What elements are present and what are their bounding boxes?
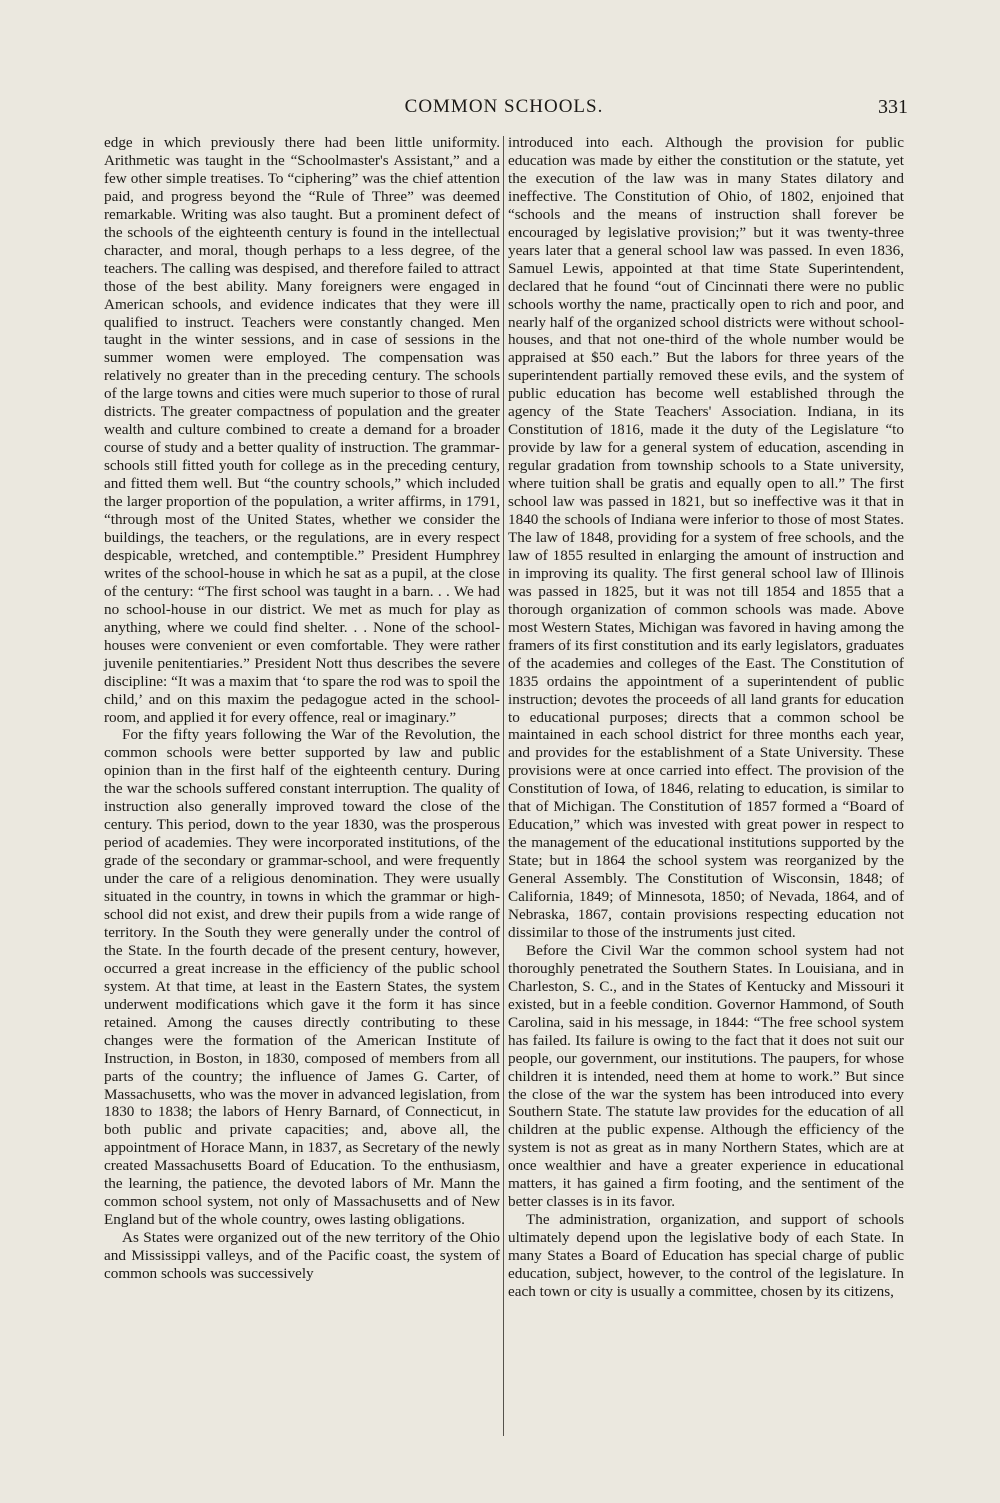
- left-paragraph-3: As States were organized out of the new territory of the Ohio and Mississippi valleys, and of the Pacific coast, the system of common schools was successively: [104, 1229, 500, 1283]
- running-head: COMMON SCHOOLS.: [404, 96, 604, 117]
- right-paragraph-1: introduced into each. Although the provision for public education was made by either the constitution or the statute, yet the execution of the law was in many States dilatory and ineffective. The Constitution of Ohio, of 1802, enjoined that “schools and the means of instruction shall forever be encouraged by legislative provision;” but it was twenty-three years later that a general school law was passed. In even 1836, Samuel Lewis, appointed at that time State Superintendent, declared that he found “out of Cincinnati there were no public schools worthy the name, practically open to rich and poor, and nearly half of the organized school districts were without school-houses, and that not one-third of the whole number would be appraised at $50 each.” But the labors for three years of the superintendent partially removed these evils, and the system of public education has become well established through the agency of the State Teachers' Association. Indiana, in its Constitution of 1816, made it the duty of the Legislature “to provide by law for a general system of education, ascending in regular gradation from township schools to a State university, where tuition shall be gratis and equally open to all.” The first school law was passed in 1821, but so ineffective was it that in 1840 the schools of Indiana were inferior to those of most States. The law of 1848, providing for a system of free schools, and the law of 1855 resulted in enlarging the amount of instruction and in improving its quality. The first general school law of Illinois was passed in 1825, but it was not till 1854 and 1855 that a thorough organization of common schools was made. Above most Western States, Michigan was favored in having among the framers of its first constitution and its early legislators, graduates of the academies and colleges of the East. The Constitution of 1835 ordains the appointment of a superintendent of public instruction; devotes the proceeds of all land grants for education to educational purposes; directs that a common school be maintained in each school district for three months each year, and provides for the establishment of a State University. These provisions were at once carried into effect. The provision of the Constitution of Iowa, of 1846, relating to education, is similar to that of Michigan. The Constitution of 1857 formed a “Board of Education,” which was invested with great power in respect to the management of the educational institutions supported by the State; but in 1864 the school system was reorganized by the General Assembly. The Constitution of Wisconsin, 1848; of California, 1849; of Minnesota, 1850; of Nevada, 1864, and of Nebraska, 1867, contain provisions respecting education not dissimilar to those of the instruments just cited.: [508, 134, 904, 941]
- right-paragraph-3: The administration, organization, and support of schools ultimately depend upon the legislative body of each State. In many States a Board of Education has special charge of public education, subject, however, to the control of the legislature. In each town or city is usually a committee, chosen by its citizens,: [508, 1211, 904, 1300]
- left-column: [104, 134, 500, 1283]
- page-number: 331: [878, 96, 908, 118]
- column-divider: [503, 136, 504, 1436]
- left-paragraph-1: edge in which previously there had been little uniformity. Arithmetic was taught in the “Schoolmaster's Assistant,” and a few other simple treatises. To “ciphering” was the chief attention paid, and progress beyond the “Rule of Three” was deemed remarkable. Writing was also taught. But a prominent defect of the schools of the eighteenth century is found in the intellectual character, and moral, though perhaps to a less degree, of the teachers. The calling was despised, and therefore failed to attract those of the best ability. Many foreigners were engaged in American schools, and evidence indicates that they were ill qualified to instruct. Teachers were constantly changed. Men taught in the winter sessions, and in case of sessions in the summer women were employed. The compensation was relatively no greater than in the preceding century. The schools of the large towns and cities were much superior to those of rural districts. The greater compactness of population and the greater wealth and culture combined to create a demand for a broader course of study and a better quality of instruction. The grammar-schools still fitted youth for college as in the preceding century, and fitted them well. But “the country schools,” which included the larger proportion of the population, a writer affirms, in 1791, “through most of the United States, whether we consider the buildings, the teachers, or the regulations, are in every respect despicable, wretched, and contemptible.” President Humphrey writes of the school-house in which he sat as a pupil, at the close of the century: “The first school was taught in a barn. . . We had no school-house in our district. We met as much for play as anything, where we could find shelter. . . None of the school-houses were convenient or even comfortable. They were rather juvenile penitentiaries.” President Nott thus describes the severe discipline: “It was a maxim that ‘to spare the rod was to spoil the child,’ and on this maxim the pedagogue acted in the school-room, and applied it for every offence, real or imaginary.”: [104, 134, 500, 726]
- page-header: [100, 96, 908, 124]
- right-column: [508, 134, 904, 1301]
- right-paragraph-2: Before the Civil War the common school system had not thoroughly penetrated the Southern States. In Louisiana, and in Charleston, S. C., and in the States of Kentucky and Missouri it existed, but in a feeble condition. Governor Hammond, of South Carolina, said in his message, in 1844: “The free school system has failed. Its failure is owing to the fact that it does not suit our people, our government, our institutions. The paupers, for whose children it is intended, need them at home to work.” But since the close of the war the system has been introduced into every Southern State. The statute law provides for the education of all children at the public expense. Although the efficiency of the system is not as great as in many Northern States, which are at once wealthier and have a greater experience in educational matters, it has gained a firm footing, and the sentiment of the better classes is in its favor.: [508, 941, 904, 1211]
- left-paragraph-2: For the fifty years following the War of the Revolution, the common schools were better supported by law and public opinion than in the first half of the eighteenth century. During the war the schools suffered constant interruption. The quality of instruction also generally improved toward the close of the century. This period, down to the year 1830, was the prosperous period of academies. They were incorporated institutions, of the grade of the secondary or grammar-school, and were frequently under the care of a religious denomination. They were usually situated in the country, in towns in which the grammar or high-school did not exist, and drew their pupils from a wide range of territory. In the South they were generally under the control of the State. In the fourth decade of the present century, however, occurred a great increase in the efficiency of the public school system. At that time, at least in the Eastern States, the system underwent modifications which gave it the form it has since retained. Among the causes directly contributing to these changes were the formation of the American Institute of Instruction, in Boston, in 1830, composed of members from all parts of the country; the influence of James G. Carter, of Massachusetts, who was the mover in advanced legislation, from 1830 to 1838; the labors of Henry Barnard, of Connecticut, in both public and private capacities; and, above all, the appointment of Horace Mann, in 1837, as Secretary of the newly created Massachusetts Board of Education. To the enthusiasm, the learning, the patience, the devoted labors of Mr. Mann the common school system, not only of Massachusetts and of New England but of the whole country, owes lasting obligations.: [104, 726, 500, 1229]
